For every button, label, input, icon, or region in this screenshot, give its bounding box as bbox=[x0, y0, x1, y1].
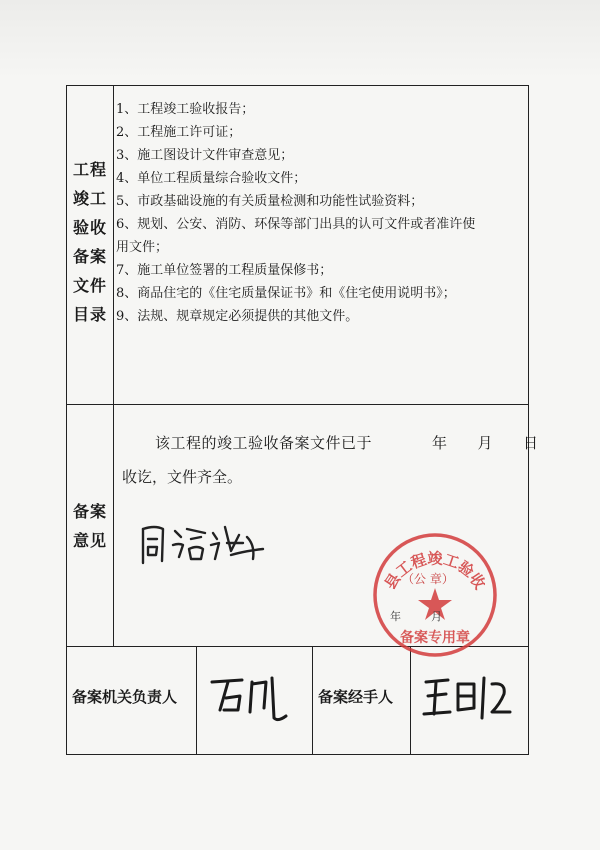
official-seal bbox=[370, 530, 500, 660]
list-item: 8、商品住宅的《住宅质量保证书》和《住宅使用说明书》； bbox=[116, 286, 456, 301]
list-item: 用文件； bbox=[116, 240, 169, 255]
row-divider-1 bbox=[66, 404, 529, 405]
approval-signature bbox=[135, 515, 275, 575]
opinion-statement: 该工程的竣工验收备案文件已于 bbox=[155, 434, 373, 452]
opinion-label: 备案 意见 bbox=[72, 502, 107, 550]
seal-date: 年 月 bbox=[390, 610, 442, 623]
handler-signature bbox=[420, 668, 520, 728]
handler-label: 备案经手人 bbox=[318, 688, 394, 706]
footer-divider-2 bbox=[312, 646, 313, 755]
list-item: 7、施工单位签署的工程质量保修书； bbox=[116, 263, 333, 278]
list-item: 4、单位工程质量综合验收文件； bbox=[116, 171, 307, 186]
file-catalog-label: 工程 竣工 验收 备案 文件 目录 bbox=[72, 160, 107, 324]
seal-ring-text: 县工程竣工验收 bbox=[380, 549, 490, 593]
list-item: 2、工程施工许可证； bbox=[116, 125, 242, 140]
opinion-text-line2: 收讫，文件齐全。 bbox=[122, 468, 243, 486]
list-item: 1、工程竣工验收报告； bbox=[116, 102, 255, 117]
leader-signature bbox=[206, 668, 296, 728]
footer-divider-1 bbox=[196, 646, 197, 755]
list-item: 6、规划、公安、消防、环保等部门出具的认可文件或者准许使 bbox=[116, 217, 476, 232]
opinion-text-line1 bbox=[155, 432, 539, 453]
scan-artifact bbox=[0, 0, 600, 80]
day-label: 日 bbox=[523, 434, 539, 452]
label-column-divider bbox=[113, 85, 114, 646]
list-item: 3、施工图设计文件审查意见； bbox=[116, 148, 294, 163]
month-label: 月 bbox=[477, 434, 494, 452]
leader-label: 备案机关负责人 bbox=[72, 688, 178, 706]
file-catalog-list bbox=[116, 98, 521, 328]
list-item: 9、法规、规章规定必须提供的其他文件。 bbox=[116, 309, 359, 324]
list-item: 5、市政基础设施的有关质量检测和功能性试验资料； bbox=[116, 194, 424, 209]
seal-center-text: （公 章） bbox=[402, 572, 454, 586]
footer-divider-3 bbox=[410, 646, 411, 755]
seal-bottom-text: 备案专用章 bbox=[400, 630, 470, 646]
year-label: 年 bbox=[432, 434, 448, 452]
